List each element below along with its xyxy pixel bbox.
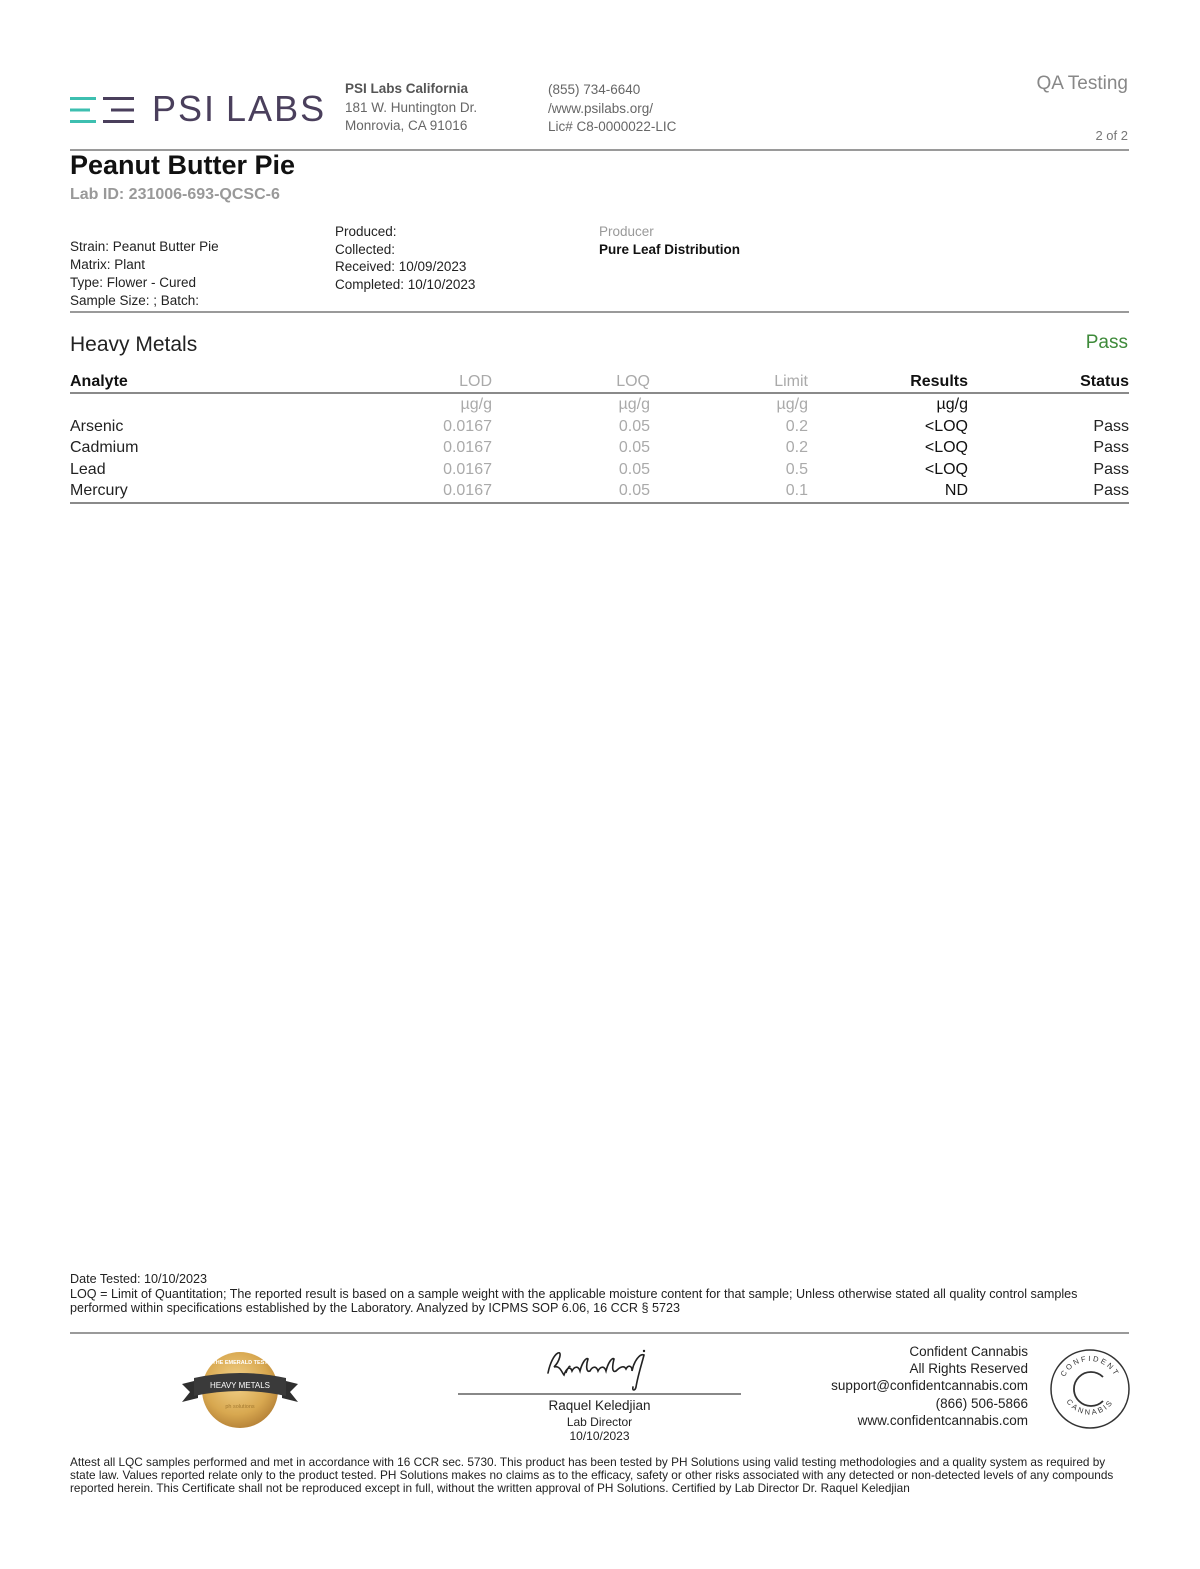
address-line-2: Monrovia, CA 91016	[345, 118, 468, 133]
info-divider	[70, 311, 1129, 313]
analyte-limit: 0.2	[785, 417, 808, 435]
table-row	[70, 416, 1129, 438]
lab-phone: (855) 734-6640	[548, 82, 641, 97]
heavy-metals-badge-icon	[180, 1350, 300, 1430]
analyte-loq: 0.05	[492, 480, 650, 503]
signature-icon	[540, 1343, 670, 1395]
analyte-lod: 0.0167	[443, 460, 492, 478]
table-row	[70, 437, 1129, 459]
analyte-limit: 0.1	[650, 480, 808, 503]
analyte-name: Cadmium	[70, 439, 139, 456]
signer-role: Lab Director	[566, 1415, 633, 1429]
analyte-name: Mercury	[70, 480, 370, 503]
analyte-status: Pass	[1093, 460, 1129, 478]
analyte-lod: 0.0167	[443, 439, 492, 456]
section-status-badge: Pass	[1085, 332, 1128, 353]
analyte-lod: 0.0167	[443, 417, 492, 435]
sample-title: Peanut Butter Pie	[70, 150, 296, 180]
col-status: Status	[968, 372, 1129, 393]
col-results: Results	[808, 372, 968, 393]
table-header-row	[70, 372, 1129, 393]
sample-details	[70, 238, 219, 310]
col-limit: Limit	[650, 372, 808, 393]
confident-cannabis-info	[831, 1343, 1028, 1429]
cc-website[interactable]: www.confidentcannabis.com	[857, 1412, 1028, 1428]
type: Type: Flower - Cured	[70, 275, 197, 290]
signature-date: 10/10/2023	[569, 1429, 630, 1443]
badge-bottom-text: ph solutions	[225, 1404, 255, 1410]
unit-results: µg/g	[936, 396, 968, 413]
sample-size: Sample Size: ; Batch:	[70, 293, 200, 308]
producer-label: Producer	[599, 224, 654, 239]
lab-address	[345, 80, 477, 136]
address-line-1: 181 W. Huntington Dr.	[345, 99, 478, 115]
unit-limit: µg/g	[776, 396, 808, 413]
attestation-text: Attest all LQC samples performed and met in accordance with 16 CCR sec. 5730. This product has been tested by PH Solutions using valid testing methodologies and a quality system as required by state law. Values reported relate only to the product tested. PH Solutions makes no claims as to the efficacy, safety or other risks associated with any detected or non-detected levels of any compounds reported herein. This Certificate shall not be reproduced except in full, without the written approval of PH Solutions. Certified by Lab Director Dr. Raquel Keledjian	[70, 1455, 1114, 1495]
test-notes	[70, 1272, 1130, 1316]
heavy-metals-table	[70, 372, 1129, 504]
analyte-loq: 0.05	[618, 417, 650, 435]
analyte-loq: 0.05	[618, 460, 650, 478]
badge-top-text: THE EMERALD TEST	[212, 1360, 268, 1366]
lab-id: Lab ID: 231006-693-QCSC-6	[70, 186, 280, 203]
lab-license: Lic# C8-0000022-LIC	[548, 119, 677, 134]
col-analyte: Analyte	[70, 372, 370, 393]
units-status	[968, 393, 1129, 416]
received: Received: 10/09/2023	[335, 259, 467, 274]
date-tested: Date Tested: 10/10/2023	[70, 1272, 208, 1286]
lab-contact	[548, 81, 676, 137]
table-row	[70, 459, 1129, 481]
analyte-result: ND	[808, 480, 968, 503]
confident-cannabis-seal-icon	[1048, 1347, 1132, 1431]
doc-type: QA Testing	[1036, 73, 1128, 94]
cc-phone: (866) 506-5866	[935, 1395, 1028, 1411]
badge-ribbon-text: HEAVY METALS	[209, 1381, 271, 1390]
analyte-result: <LOQ	[924, 439, 968, 456]
logo-labs: LABS	[226, 88, 327, 129]
col-lod: LOD	[370, 372, 492, 393]
unit-loq: µg/g	[618, 396, 650, 413]
seal-top-text: CONFIDENT	[1058, 1353, 1122, 1379]
signature-line	[458, 1393, 741, 1395]
section-title: Heavy Metals	[70, 333, 198, 356]
produced: Produced:	[335, 224, 397, 239]
sample-dates	[335, 223, 475, 293]
cc-rights: All Rights Reserved	[909, 1361, 1028, 1377]
analyte-name: Arsenic	[70, 417, 124, 435]
page-indicator: 2 of 2	[1095, 128, 1128, 143]
analyte-status: Pass	[968, 480, 1129, 503]
strain: Strain: Peanut Butter Pie	[70, 239, 219, 254]
lab-website[interactable]: /www.psilabs.org/	[548, 100, 654, 116]
analyte-name: Lead	[70, 460, 106, 478]
col-loq: LOQ	[492, 372, 650, 393]
analyte-status: Pass	[1093, 439, 1129, 456]
analyte-loq: 0.05	[618, 439, 650, 456]
footer-divider	[70, 1332, 1129, 1334]
analyte-limit: 0.2	[785, 439, 808, 456]
analyte-lod: 0.0167	[370, 480, 492, 503]
table-row	[70, 480, 1129, 503]
unit-lod: µg/g	[460, 396, 492, 413]
signer-name: Raquel Keledjian	[548, 1398, 651, 1413]
matrix: Matrix: Plant	[70, 257, 146, 272]
loq-note: LOQ = Limit of Quantitation; The reported result is based on a sample weight with the applicable moisture content for that sample; Unless otherwise stated all quality control samples performed within specifications established by the Laboratory. Analyzed by ICPMS SOP 6.06, 16 CCR § 5723	[70, 1286, 1078, 1315]
cc-name: Confident Cannabis	[909, 1344, 1028, 1359]
producer-name: Pure Leaf Distribution	[599, 241, 741, 257]
collected: Collected:	[335, 241, 396, 257]
analyte-result: <LOQ	[924, 460, 968, 478]
units-row	[70, 393, 1129, 416]
psi-labs-logo-text	[152, 88, 326, 130]
analyte-result: <LOQ	[924, 417, 968, 435]
cc-email[interactable]: support@confidentcannabis.com	[831, 1378, 1028, 1394]
seal-bottom-text: CANNABIS	[1064, 1397, 1116, 1417]
analyte-status: Pass	[1093, 417, 1129, 435]
completed: Completed: 10/10/2023	[335, 276, 476, 292]
logo-psi: PSI	[152, 88, 217, 129]
producer-info	[599, 223, 740, 258]
analyte-limit: 0.5	[785, 460, 808, 478]
units-analyte	[70, 393, 370, 416]
lab-name: PSI Labs California	[345, 81, 469, 96]
psi-labs-logo-icon	[70, 96, 134, 124]
